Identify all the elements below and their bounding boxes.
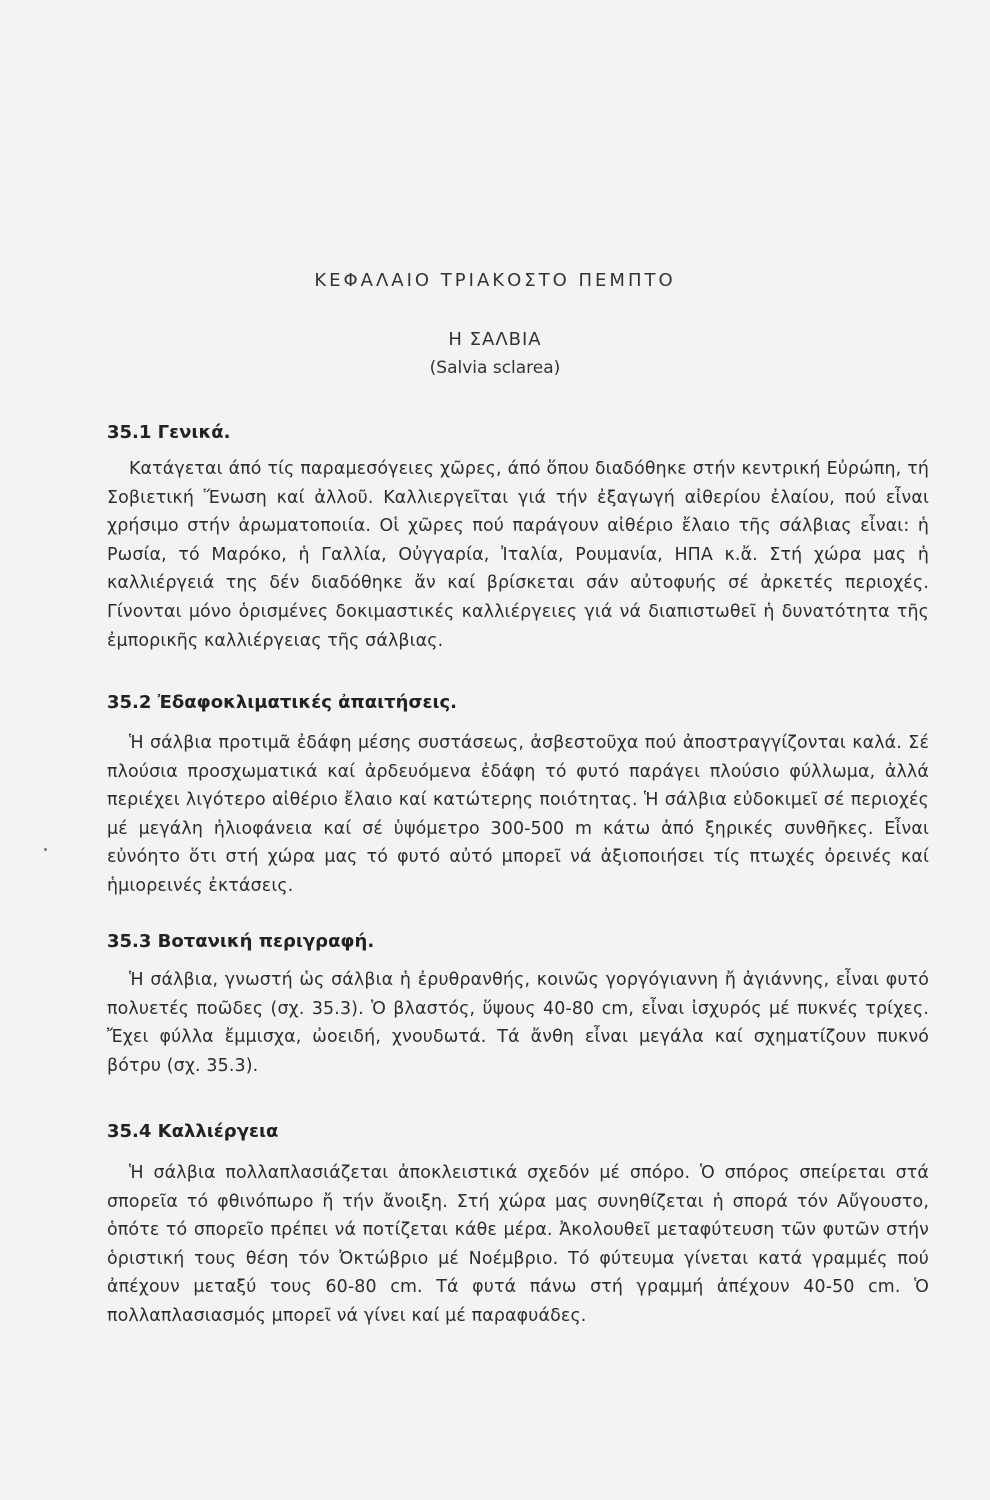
section-heading: 35.2 Ἐδαφοκλιματικές ἀπαιτήσεις. [107, 692, 457, 713]
section-heading: 35.3 Βοτανική περιγραφή. [107, 931, 375, 952]
section-text: Κατάγεται άπό τίς παραμεσόγειες χῶρες, άπό ὅπου διαδόθηκε στήν κεντρική Εὐρώπη, τή Σοβιετική Ἕνωση καί ἀλλοῦ. Καλλιεργεῖται γιά τήν ἐξαγωγή αἰθερίου ἐλαίου, πού εἶναι χρήσιμο στήν ἀρωματοποιία. Οἱ χῶρες πού παράγουν αἰθέριο ἔλαιο τῆς σάλβιας εἶναι: ἡ Ρωσία, τό Μαρόκο, ἡ Γαλλία, Οὐγγαρία, Ἰταλία, Ρουμανία, ΗΠΑ κ.ἄ. Στή χώρα μας ἡ καλλιέργειά της δέν διαδόθηκε ἄν καί βρίσκεται σάν αὐτοφυής σέ ἀρκετές περιοχές. Γίνονται μόνο ὁρισμένες δοκιμαστικές καλλιέργειες γιά νά διαπιστωθεῖ ἡ δυνατότητα τῆς ἐμπορικῆς καλλιέργειας τῆς σάλβιας. [107, 459, 929, 651]
chapter-heading: ΚΕΦΑΛΑΙΟ ΤΡΙΑΚΟΣΤΟ ΠΕΜΠΤΟ [314, 270, 676, 291]
section-text: Ἡ σάλβια προτιμᾶ ἐδάφη μέσης συστάσεως, ἀσβεστοῦχα πού ἀποστραγγίζονται καλά. Σέ πλούσια προσχωματικά καί ἀρδευόμενα ἐδάφη τό φυτό παράγει πλούσιο φύλλωμα, ἀλλά περιέχει λιγότερο αἰθέριο ἔλαιο καί κατώτερης ποιότητας. Ἡ σάλβια εὐδοκιμεῖ σέ περιοχές μέ μεγάλη ἡλιοφάνεια καί σέ ὑψόμετρο 300-500 m κάτω ἀπό ξηρικές συνθῆκες. Εἶναι εὐνόητο ὅτι στή χώρα μας τό φυτό αὐτό μπορεῖ νά ἀξιοποιήσει τίς πτωχές ὀρεινές καί ἡμιορεινές ἐκτάσεις. [107, 733, 929, 896]
section-text: Ἡ σάλβια, γνωστή ὡς σάλβια ἡ ἐρυθρανθής, κοινῶς γοργόγιαννη ἤ ἀγιάννης, εἶναι φυτό πολυετές ποῶδες (σχ. 35.3). Ὁ βλαστός, ὕψους 40-80 cm, εἶναι ἰσχυρός μέ πυκνές τρίχες. Ἔχει φύλλα ἔμμισχα, ὠοειδή, χνουδωτά. Τά ἄνθη εἶναι μεγάλα καί σχηματίζουν πυκνό βότρυ (σχ. 35.3). [107, 970, 929, 1076]
show-through-text [103, 376, 108, 394]
section-text: Ἡ σάλβια πολλαπλασιάζεται ἀποκλειστικά σχεδόν μέ σπόρο. Ὁ σπόρος σπείρεται στά σπορεῖα τό φθινόπωρο ἤ τήν ἄνοιξη. Στή χώρα μας συνηθίζεται ἡ σπορά τόν Αὔγουστο, ὁπότε τό σπορεῖο πρέπει νά ποτίζεται κάθε μέρα. Ἀκολουθεῖ μεταφύτευση τῶν φυτῶν στήν ὁριστική τους θέση τόν Ὀκτώβριο μέ Νοέμβριο. Τό φύτευμα γίνεται κατά γραμμές πού ἀπέχουν μεταξύ τους 60-80 cm. Τά φυτά πάνω στή γραμμή ἀπέχουν 40-50 cm. Ὁ πολλαπλασιασμός μπορεῖ νά γίνει καί μέ παραφυάδες. [107, 1163, 929, 1326]
section-2 [107, 692, 929, 901]
scan-speck [44, 848, 47, 851]
section-3 [107, 931, 929, 1080]
section-4 [107, 1121, 929, 1331]
section-heading: 35.1 Γενικά. [107, 422, 231, 443]
section-heading: 35.4 Καλλιέργεια [107, 1121, 279, 1142]
page-title: Η ΣΑΛΒΙΑ [448, 329, 542, 350]
section-1 [107, 422, 929, 655]
page-subtitle: (Salvia sclarea) [429, 358, 561, 378]
